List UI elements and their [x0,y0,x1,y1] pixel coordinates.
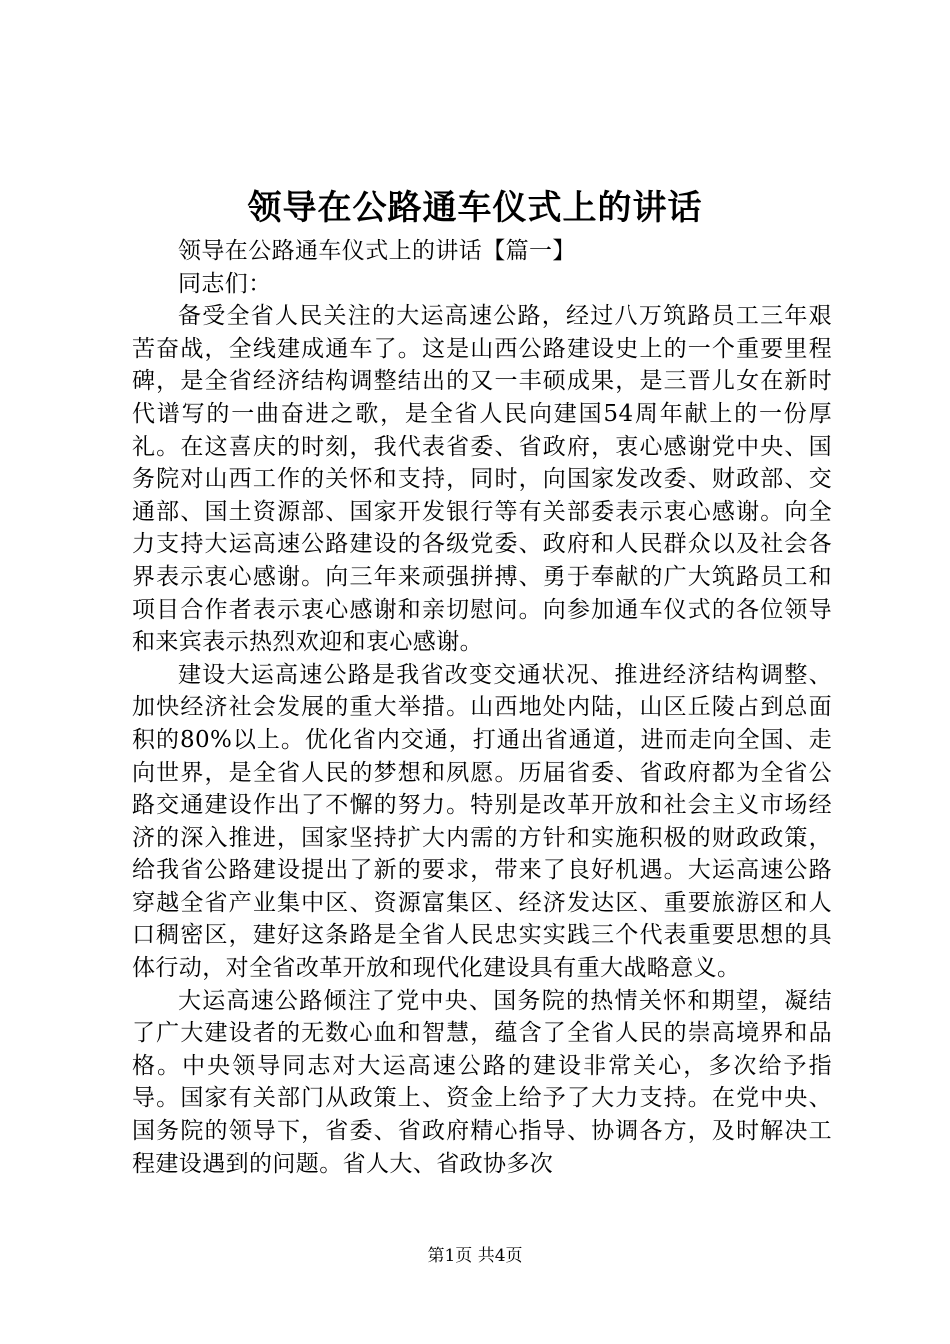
body-paragraph: 建设大运高速公路是我省改变交通状况、推进经济结构调整、加快经济社会发展的重大举措。山西地处内陆，山区丘陵占到总面积的80%以上。优化省内交通，打通出省通道，进而走向全国、走向世界，是全省人民的梦想和夙愿。历届省委、省政府都为全省公路交通建设作出了不懈的努力。特别是改革开放和社会主义市场经济的深入推进，国家坚持扩大内需的方针和实施积极的财政政策，给我省公路建设提出了新的要求，带来了良好机遇。大运高速公路穿越全省产业集中区、资源富集区、经济发达区、重要旅游区和人口稠密区，建好这条路是全省人民忠实实践三个代表重要思想的具体行动，对全省改革开放和现代化建设具有重大战略意义。 [132,661,832,982]
page-footer: 第1页 共4页 [427,1246,523,1266]
document-body [132,235,832,1180]
salutation-line: 同志们： [178,270,272,297]
subtitle-line: 领导在公路通车仪式上的讲话【篇一】 [178,238,576,264]
body-paragraph: 备受全省人民关注的大运高速公路，经过八万筑路员工三年艰苦奋战，全线建成通车了。这是山西公路建设史上的一个重要里程碑，是全省经济结构调整结出的又一丰硕成果，是三晋儿女在新时代谱写的一曲奋进之歌，是全省人民向建国54周年献上的一份厚礼。在这喜庆的时刻，我代表省委、省政府，衷心感谢党中央、国务院对山西工作的关怀和支持，同时，向国家发改委、财政部、交通部、国土资源部、国家开发银行等有关部委表示衷心感谢。向全力支持大运高速公路建设的各级党委、政府和人民群众以及社会各界表示衷心感谢。向三年来顽强拼搏、勇于奉献的广大筑路员工和项目合作者表示衷心感谢和亲切慰问。向参加通车仪式的各位领导和来宾表示热烈欢迎和衷心感谢。 [132,303,832,656]
document-title: 领导在公路通车仪式上的讲话 [247,188,703,228]
body-paragraph: 大运高速公路倾注了党中央、国务院的热情关怀和期望，凝结了广大建设者的无数心血和智慧，蕴含了全省人民的崇高境界和品格。中央领导同志对大运高速公路的建设非常关心，多次给予指导。国家有关部门从政策上、资金上给予了大力支持。在党中央、国务院的领导下，省委、省政府精心指导、协调各方，及时解决工程建设遇到的问题。省人大、省政协多次 [132,987,832,1177]
